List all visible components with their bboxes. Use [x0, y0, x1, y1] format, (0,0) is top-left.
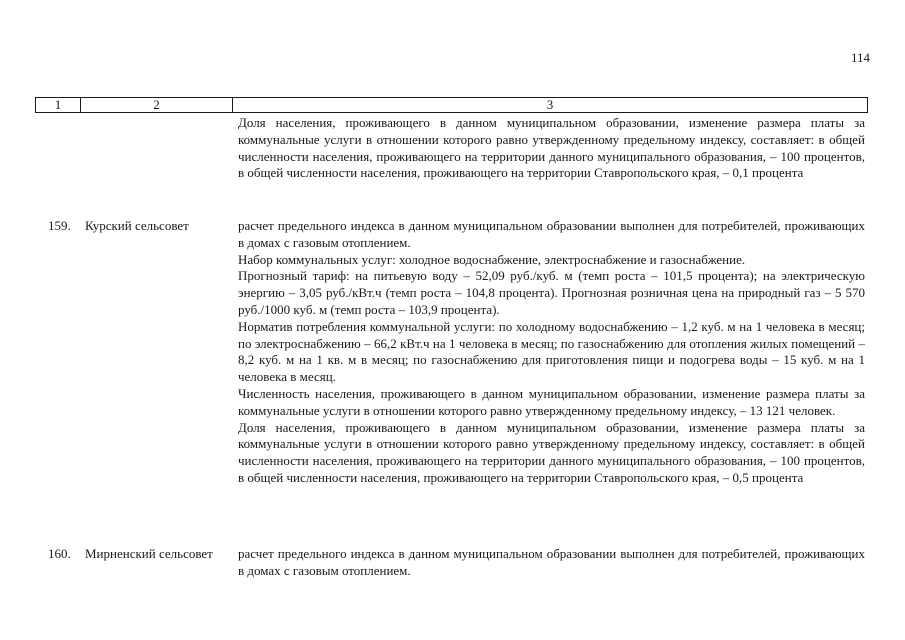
- entry-paragraph: Доля населения, проживающего в данном муниципальном образовании, изменение размера платы за коммунальные услуги в отношении которого равно утвержденному предельному индексу, составляет: в общей численности населения, проживающего на территории данного муниципального образования, – 100 процентов, в общей численности населения, проживающего на территории Ставропольского края, – 0,5 процента: [238, 419, 865, 485]
- entry-paragraph: расчет предельного индекса в данном муниципальном образовании выполнен для потребителей, проживающих в домах с газовым отоплением.: [238, 546, 865, 578]
- entry-name: Курский сельсовет: [85, 218, 189, 233]
- column-header-1: 1: [36, 98, 81, 112]
- entry-content: [238, 546, 865, 580]
- column-header-3: 3: [546, 97, 554, 112]
- column-header-2: 2: [81, 98, 233, 112]
- entry-paragraph: Норматив потребления коммунальной услуги: по холодному водоснабжению – 1,2 куб. м на 1 человека в месяц; по электроснабжению – 66,2 кВт.ч на 1 человека в месяц; по газоснабжению для отопления жилых помещений – 8,2 куб. м на 1 кв. м в месяц; по газоснабжению для приготовления пищи и подогрева воды – 15 куб. м на 1 человека в месяц.: [238, 318, 865, 385]
- column-header-row: [35, 97, 868, 113]
- entry-number: 159.: [48, 218, 71, 233]
- continuation-paragraph: Доля населения, проживающего в данном муниципальном образовании, изменение размера платы за коммунальные услуги в отношении которого равно утвержденному предельному индексу, составляет: в общей численности населения, проживающего на территории данного муниципального образования, – 100 процентов, в общей численности населения, проживающего на территории Ставропольского края, – 0,1 процента: [238, 115, 865, 181]
- entry-paragraph: Прогнозный тариф: на питьевую воду – 52,09 руб./куб. м (темп роста – 101,5 процента); на электрическую энергию – 3,05 руб./кВт.ч (темп роста – 104,8 процента). Прогнозная розничная цена на природный газ – 5 570 руб./1000 куб. м (темп роста – 103,9 процента).: [238, 268, 865, 317]
- page-number: 114: [850, 50, 870, 65]
- entry-paragraph: Численность населения, проживающего в данном муниципальном образовании, изменение размера платы за коммунальные услуги в отношении которого равно утвержденному предельному индексу, – 13 121 человек.: [238, 385, 865, 418]
- entry-content: [238, 218, 865, 487]
- entry-name: Мирненский сельсовет: [85, 546, 213, 561]
- entry-paragraph: Набор коммунальных услуг: холодное водоснабжение, электроснабжение и газоснабжение.: [238, 251, 746, 267]
- entry-paragraph: расчет предельного индекса в данном муниципальном образовании выполнен для потребителей, проживающих в домах с газовым отоплением.: [238, 218, 865, 250]
- entry-number: 160.: [48, 546, 71, 561]
- continuation-content: [238, 115, 865, 182]
